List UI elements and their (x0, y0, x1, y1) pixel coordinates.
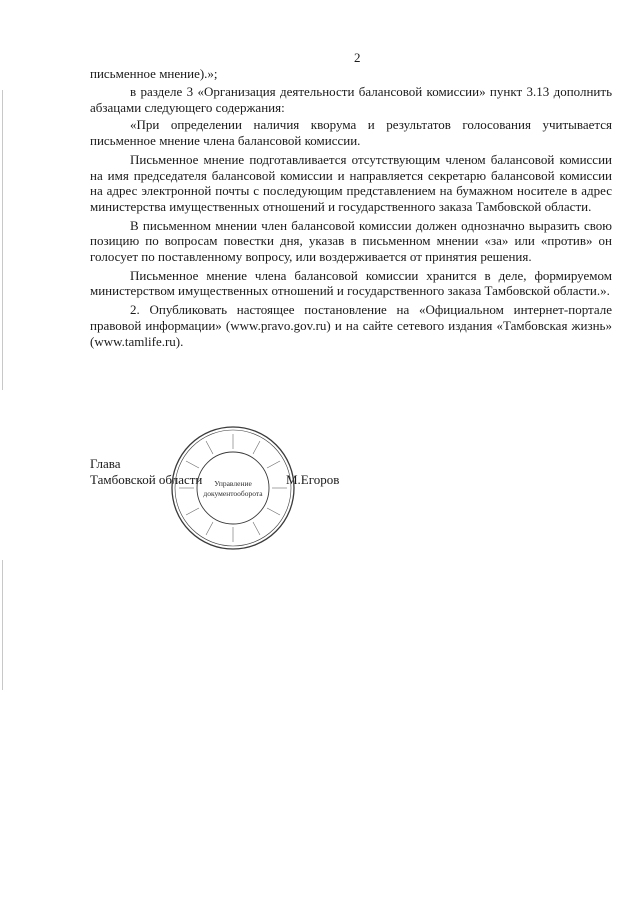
page-number: 2 (354, 50, 361, 65)
stamp-inner-line2: документооборота (203, 489, 263, 498)
paragraph-written-opinion: Письменное мнение подготавливается отсутствующим членом балансовой комиссии на имя председателя балансовой комиссии и направляется секретарю балансовой комиссии на адрес электронной почты с последующим представлением на бумажном носителе в адрес министерства имущественных отношений и государственного заказа Тамбовской области. (90, 151, 612, 214)
paragraph-publication: 2. Опубликовать настоящее постановление на «Официальном интернет-портале правовой информации» (www.pravo.gov.ru) и на сайте сетевого издания «Тамбовская жизнь» (www.tamlife.ru). (90, 302, 612, 349)
scan-edge-line (2, 90, 3, 390)
signature-title-line2: Тамбовской области (90, 472, 203, 487)
official-stamp (170, 425, 296, 551)
paragraph-storage: Письменное мнение члена балансовой комиссии хранится в деле, формируемом министерством имущественных отношений и государственного заказа Тамбовской области.». (90, 267, 612, 299)
paragraph-position: В письменном мнении член балансовой комиссии должен однозначно выразить свою позицию по вопросам повестки дня, указав в письменном мнении «за» или «против» он голосует по поставленному вопросу, или воздерживается от принятия решения. (90, 217, 612, 265)
stamp-seal-icon (170, 425, 296, 551)
body-text (90, 84, 612, 349)
scan-edge-line (2, 560, 3, 690)
body-text-top (90, 66, 612, 82)
signature-name: М.Егоров (286, 472, 340, 487)
paragraph-amendment: в разделе 3 «Организация деятельности балансовой комиссии» пункт 3.13 дополнить абзацами следующего содержания: (90, 84, 612, 115)
paragraph-continuation: письменное мнение).»; (90, 66, 218, 81)
signature-title-line1: Глава (90, 456, 121, 471)
stamp-inner-line1: Управление (214, 479, 252, 488)
paragraph-quorum: «При определении наличия кворума и результатов голосования учитывается письменное мнение члена балансовой комиссии. (90, 117, 612, 149)
